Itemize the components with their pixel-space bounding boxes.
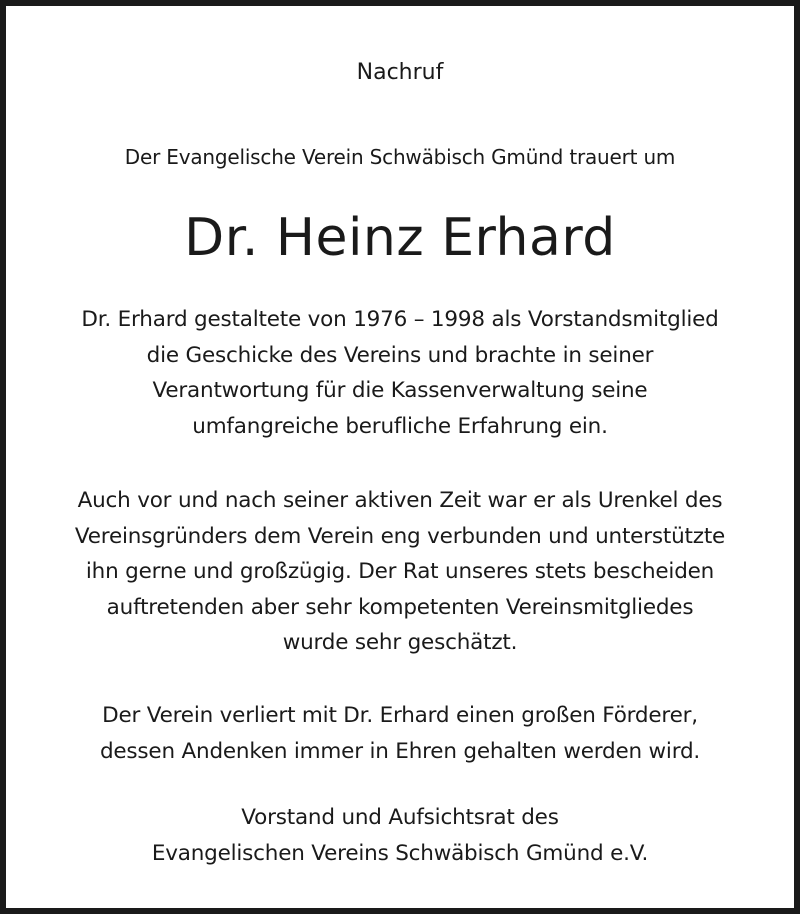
intro-text: Der Evangelische Verein Schwäbisch Gmünd trauert um xyxy=(124,145,676,169)
paragraph-support xyxy=(6,483,794,661)
paragraph-line: auftretenden aber sehr kompetenten Vereinsmitgliedes xyxy=(106,594,694,620)
paragraph-line: Auch vor und nach seiner aktiven Zeit war er als Urenkel des xyxy=(77,488,723,513)
signature-block xyxy=(6,800,794,871)
signature-line: Vorstand und Aufsichtsrat des xyxy=(241,805,559,830)
paragraph-line: Verantwortung für die Kassenverwaltung seine xyxy=(152,378,648,403)
notice-heading: Nachruf xyxy=(356,60,444,85)
paragraph-line: die Geschicke des Vereins und brachte in seiner xyxy=(146,342,654,368)
paragraph-line: dessen Andenken immer in Ehren gehalten werden wird. xyxy=(99,738,701,764)
paragraph-line: wurde sehr geschätzt. xyxy=(282,630,518,655)
paragraph-line: Dr. Erhard gestaltete von 1976 – 1998 als Vorstandsmitglied xyxy=(81,307,719,332)
paragraph-line: umfangreiche berufliche Erfahrung ein. xyxy=(192,413,608,439)
signature-line: Evangelischen Vereins Schwäbisch Gmünd e.V. xyxy=(151,840,649,866)
paragraph-line: Der Verein verliert mit Dr. Erhard einen großen Förderer, xyxy=(102,703,698,728)
paragraph-line: Vereinsgründers dem Verein eng verbunden und unterstützte xyxy=(74,523,726,549)
paragraph-line: ihn gerne und großzügig. Der Rat unseres stets bescheiden xyxy=(85,559,715,584)
paragraph-farewell xyxy=(6,698,794,769)
paragraph-board-service xyxy=(6,302,794,444)
deceased-name: Dr. Heinz Erhard xyxy=(184,208,616,268)
